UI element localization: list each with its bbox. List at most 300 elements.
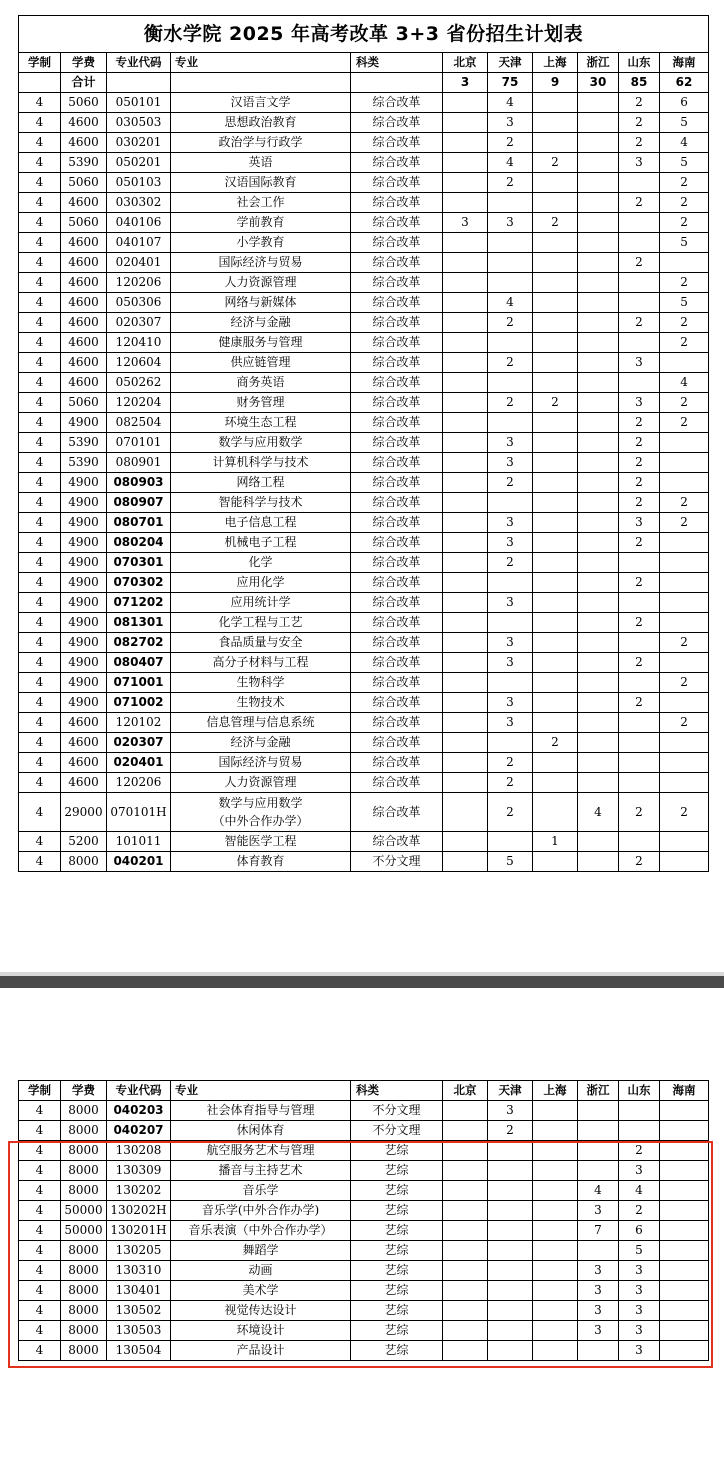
cell-major: 网络工程 [171,473,351,493]
cell-hainan: 4 [660,373,709,393]
col-hainan-header: 海南 [660,1081,709,1101]
cell-major: 休闲体育 [171,1121,351,1141]
cell-shanghai [533,353,578,373]
cell-tianjin [488,193,533,213]
cell-tianjin: 2 [488,473,533,493]
cell-shandong: 2 [619,453,660,473]
cell-shanghai [533,1241,578,1261]
cell-hainan [660,1281,709,1301]
cell-beijing [443,1261,488,1281]
cell-shandong [619,233,660,253]
cell-shanghai [533,773,578,793]
cell-zhejiang [578,493,619,513]
cell-shanghai [533,433,578,453]
cell-code: 020401 [107,253,171,273]
cell-shanghai [533,513,578,533]
cell-major: 生物科学 [171,673,351,693]
cell-zhejiang [578,153,619,173]
cell-shandong: 2 [619,473,660,493]
cell-beijing [443,1181,488,1201]
cell-tianjin: 3 [488,1101,533,1121]
totals-row [19,73,709,93]
cell-major: 智能科学与技术 [171,493,351,513]
cell-shanghai [533,1261,578,1281]
table-row [19,1121,709,1141]
cell-tianjin: 2 [488,133,533,153]
cell-hainan [660,1161,709,1181]
cell-beijing [443,193,488,213]
cell-beijing [443,493,488,513]
cell-hainan [660,553,709,573]
cell-code: 120206 [107,773,171,793]
cell-shandong: 2 [619,413,660,433]
cell-major: 高分子材料与工程 [171,653,351,673]
cell-shanghai [533,553,578,573]
cell-category: 不分文理 [351,1101,443,1121]
table-row [19,93,709,113]
cell-code: 030503 [107,113,171,133]
cell-beijing [443,1241,488,1261]
cell-years: 4 [19,1281,61,1301]
cell-years: 4 [19,653,61,673]
cell-major: 国际经济与贸易 [171,253,351,273]
table-row [19,173,709,193]
cell-code: 020307 [107,733,171,753]
cell-shanghai: 2 [533,153,578,173]
cell-hainan [660,613,709,633]
cell-shanghai [533,293,578,313]
cell-tianjin [488,273,533,293]
cell-tianjin: 3 [488,513,533,533]
cell-shandong: 5 [619,1241,660,1261]
table-row [19,1141,709,1161]
enrollment-plan-table-page2 [18,1080,709,1361]
cell-category: 艺综 [351,1321,443,1341]
cell-hainan: 2 [660,393,709,413]
cell-major: 汉语国际教育 [171,173,351,193]
cell-fee: 8000 [61,1341,107,1361]
cell-zhejiang: 3 [578,1301,619,1321]
cell-fee: 4600 [61,353,107,373]
cell-major: 化学 [171,553,351,573]
cell-years: 4 [19,253,61,273]
cell-years: 4 [19,1261,61,1281]
cell-code: 050306 [107,293,171,313]
table-row [19,493,709,513]
table-row [19,832,709,852]
cell-years: 4 [19,1141,61,1161]
cell-fee: 4900 [61,473,107,493]
cell-code: 120206 [107,273,171,293]
cell-category: 综合改革 [351,753,443,773]
cell-major: 国际经济与贸易 [171,753,351,773]
cell-shandong [619,293,660,313]
cell-zhejiang [578,1121,619,1141]
cell-shanghai [533,852,578,872]
cell-code: 050201 [107,153,171,173]
cell-hainan: 4 [660,133,709,153]
cell-code: 071002 [107,693,171,713]
cell-code: 080903 [107,473,171,493]
cell-major: 产品设计 [171,1341,351,1361]
table-row [19,633,709,653]
cell-category: 综合改革 [351,133,443,153]
cell-beijing [443,1281,488,1301]
cell-code: 130310 [107,1261,171,1281]
cell-years: 4 [19,733,61,753]
cell-tianjin [488,1341,533,1361]
cell-major: 机械电子工程 [171,533,351,553]
cell-code: 071001 [107,673,171,693]
total-beijing: 3 [443,73,488,93]
cell-hainan [660,773,709,793]
cell-category: 综合改革 [351,433,443,453]
cell-major: 数学与应用数学 （中外合作办学） [171,793,351,832]
cell-code: 130205 [107,1241,171,1261]
table-row [19,1161,709,1181]
cell-major: 商务英语 [171,373,351,393]
cell-zhejiang [578,253,619,273]
cell-category: 综合改革 [351,353,443,373]
cell-years: 4 [19,373,61,393]
cell-years: 4 [19,1301,61,1321]
cell-zhejiang: 7 [578,1221,619,1241]
cell-code: 040201 [107,852,171,872]
cell-hainan [660,533,709,553]
page2-body [19,1101,709,1361]
cell-fee: 5390 [61,153,107,173]
cell-shandong: 2 [619,533,660,553]
cell-hainan: 5 [660,153,709,173]
cell-hainan: 2 [660,273,709,293]
cell-code: 050262 [107,373,171,393]
header-row [19,53,709,73]
cell-fee: 4600 [61,253,107,273]
cell-shandong [619,593,660,613]
cell-shanghai [533,1221,578,1241]
cell-shandong: 2 [619,253,660,273]
cell-shanghai [533,1201,578,1221]
cell-zhejiang [578,373,619,393]
col-beijing-header: 北京 [443,1081,488,1101]
cell-shanghai [533,633,578,653]
enrollment-plan-table-page1 [18,15,709,872]
cell-tianjin: 3 [488,213,533,233]
cell-hainan: 2 [660,173,709,193]
cell-tianjin: 3 [488,453,533,473]
cell-hainan [660,1321,709,1341]
cell-shandong: 3 [619,153,660,173]
cell-years: 4 [19,573,61,593]
cell-major: 体育教育 [171,852,351,872]
cell-category: 综合改革 [351,113,443,133]
cell-beijing [443,753,488,773]
cell-tianjin: 2 [488,773,533,793]
cell-beijing [443,1121,488,1141]
table-row [19,1281,709,1301]
cell-fee: 4900 [61,633,107,653]
cell-tianjin: 3 [488,113,533,133]
cell-beijing [443,453,488,473]
cell-shandong: 2 [619,313,660,333]
cell-tianjin [488,1141,533,1161]
cell-category: 综合改革 [351,733,443,753]
table-row [19,1221,709,1241]
cell-years: 4 [19,1161,61,1181]
cell-years: 4 [19,413,61,433]
cell-years: 4 [19,153,61,173]
cell-code: 070301 [107,553,171,573]
cell-major: 动画 [171,1261,351,1281]
cell-beijing [443,673,488,693]
cell-beijing [443,353,488,373]
cell-major: 政治学与行政学 [171,133,351,153]
cell-category: 综合改革 [351,173,443,193]
cell-zhejiang: 4 [578,1181,619,1201]
cell-tianjin: 3 [488,633,533,653]
cell-fee: 8000 [61,852,107,872]
cell-hainan: 2 [660,493,709,513]
cell-zhejiang [578,233,619,253]
table-row [19,1101,709,1121]
cell-zhejiang: 3 [578,1321,619,1341]
cell-zhejiang [578,773,619,793]
table-row [19,293,709,313]
cell-shandong: 2 [619,793,660,832]
cell-beijing [443,1321,488,1341]
cell-beijing [443,553,488,573]
table-row [19,153,709,173]
cell-beijing [443,713,488,733]
cell-shandong: 3 [619,1281,660,1301]
cell-category: 综合改革 [351,513,443,533]
cell-zhejiang [578,1141,619,1161]
table-row [19,433,709,453]
cell-years: 4 [19,1241,61,1261]
cell-code: 120410 [107,333,171,353]
cell-code: 080204 [107,533,171,553]
cell-fee: 50000 [61,1201,107,1221]
cell-major: 播音与主持艺术 [171,1161,351,1181]
cell-tianjin [488,1201,533,1221]
cell-category: 不分文理 [351,1121,443,1141]
cell-tianjin [488,333,533,353]
cell-shandong [619,1101,660,1121]
cell-years: 4 [19,133,61,153]
cell-years: 4 [19,633,61,653]
table-row [19,473,709,493]
cell-tianjin: 3 [488,653,533,673]
cell-hainan [660,253,709,273]
cell-hainan [660,453,709,473]
cell-shanghai: 2 [533,733,578,753]
cell-fee: 4600 [61,373,107,393]
table-row [19,713,709,733]
cell-shandong: 2 [619,113,660,133]
cell-fee: 5060 [61,173,107,193]
cell-code: 030201 [107,133,171,153]
cell-beijing [443,93,488,113]
cell-major: 财务管理 [171,393,351,413]
cell-years: 4 [19,233,61,253]
cell-hainan: 5 [660,233,709,253]
col-shanghai-header: 上海 [533,53,578,73]
col-tianjin-header: 天津 [488,53,533,73]
cell-fee: 4900 [61,693,107,713]
table-row [19,313,709,333]
table-row [19,453,709,473]
col-zhejiang-header: 浙江 [578,1081,619,1101]
cell-zhejiang [578,313,619,333]
cell-beijing [443,733,488,753]
cell-hainan [660,653,709,673]
cell-fee: 4900 [61,533,107,553]
cell-zhejiang [578,113,619,133]
total-tianjin: 75 [488,73,533,93]
cell-zhejiang [578,673,619,693]
cell-years: 4 [19,713,61,733]
cell-fee: 4900 [61,673,107,693]
cell-tianjin: 4 [488,293,533,313]
cell-category: 综合改革 [351,793,443,832]
cell-major: 航空服务艺术与管理 [171,1141,351,1161]
cell-major: 视觉传达设计 [171,1301,351,1321]
table-row [19,233,709,253]
cell-code: 130504 [107,1341,171,1361]
cell-hainan: 2 [660,673,709,693]
table-row [19,273,709,293]
header-row [19,1081,709,1101]
cell-zhejiang [578,852,619,872]
cell-shandong [619,633,660,653]
cell-fee: 5060 [61,213,107,233]
cell-code: 130401 [107,1281,171,1301]
cell-category: 综合改革 [351,633,443,653]
cell-zhejiang [578,593,619,613]
cell-major: 音乐学(中外合作办学) [171,1201,351,1221]
cell-tianjin: 2 [488,1121,533,1141]
cell-tianjin: 4 [488,153,533,173]
cell-major: 供应链管理 [171,353,351,373]
cell-code: 130503 [107,1321,171,1341]
cell-category: 综合改革 [351,453,443,473]
table-row [19,793,709,832]
cell-tianjin: 3 [488,693,533,713]
cell-hainan [660,1341,709,1361]
cell-shandong [619,733,660,753]
cell-zhejiang [578,1241,619,1261]
cell-code: 020401 [107,753,171,773]
cell-hainan [660,1201,709,1221]
cell-fee: 4600 [61,313,107,333]
cell-fee: 8000 [61,1241,107,1261]
cell-hainan [660,433,709,453]
cell-shanghai [533,793,578,832]
cell-hainan: 2 [660,413,709,433]
cell-hainan [660,573,709,593]
cell-zhejiang [578,133,619,153]
cell-zhejiang [578,273,619,293]
cell-shandong: 2 [619,573,660,593]
cell-hainan: 5 [660,293,709,313]
cell-fee: 5390 [61,433,107,453]
table-row [19,1261,709,1281]
cell-hainan [660,733,709,753]
cell-shanghai [533,1121,578,1141]
cell-shandong: 3 [619,1161,660,1181]
cell-zhejiang [578,613,619,633]
cell-fee: 4600 [61,733,107,753]
table-row [19,333,709,353]
cell-shanghai [533,653,578,673]
cell-shandong: 2 [619,93,660,113]
cell-beijing [443,1301,488,1321]
cell-category: 综合改革 [351,393,443,413]
cell-tianjin [488,733,533,753]
cell-shandong: 2 [619,613,660,633]
cell-beijing [443,852,488,872]
cell-shanghai [533,313,578,333]
cell-shanghai: 2 [533,213,578,233]
cell-shanghai [533,473,578,493]
page-divider [0,976,724,988]
cell-shandong [619,333,660,353]
cell-years: 4 [19,473,61,493]
cell-major: 环境生态工程 [171,413,351,433]
col-major-header: 专业 [171,53,351,73]
cell-beijing [443,653,488,673]
table-row [19,113,709,133]
cell-beijing [443,1161,488,1181]
cell-years: 4 [19,433,61,453]
cell-category: 艺综 [351,1241,443,1261]
cell-shanghai [533,1161,578,1181]
cell-code: 040107 [107,233,171,253]
cell-years: 4 [19,1321,61,1341]
table-row [19,773,709,793]
cell-years: 4 [19,113,61,133]
cell-hainan [660,1101,709,1121]
cell-category: 综合改革 [351,553,443,573]
cell-shanghai [533,133,578,153]
cell-shanghai [533,573,578,593]
cell-shandong [619,832,660,852]
table-row [19,693,709,713]
cell-tianjin [488,673,533,693]
cell-shandong: 2 [619,193,660,213]
cell-beijing [443,1201,488,1221]
col-code-header: 专业代码 [107,1081,171,1101]
cell-years: 4 [19,213,61,233]
cell-category: 综合改革 [351,153,443,173]
cell-zhejiang: 4 [578,793,619,832]
cell-tianjin [488,573,533,593]
cell-tianjin: 2 [488,553,533,573]
cell-tianjin: 5 [488,852,533,872]
cell-beijing [443,413,488,433]
cell-code: 081301 [107,613,171,633]
cell-shanghai [533,1181,578,1201]
cell-hainan: 5 [660,113,709,133]
total-zhejiang: 30 [578,73,619,93]
cell-years: 4 [19,793,61,832]
cell-code: 120604 [107,353,171,373]
cell-tianjin [488,413,533,433]
total-hainan: 62 [660,73,709,93]
cell-shanghai [533,693,578,713]
cell-tianjin [488,1301,533,1321]
cell-code: 070101 [107,433,171,453]
